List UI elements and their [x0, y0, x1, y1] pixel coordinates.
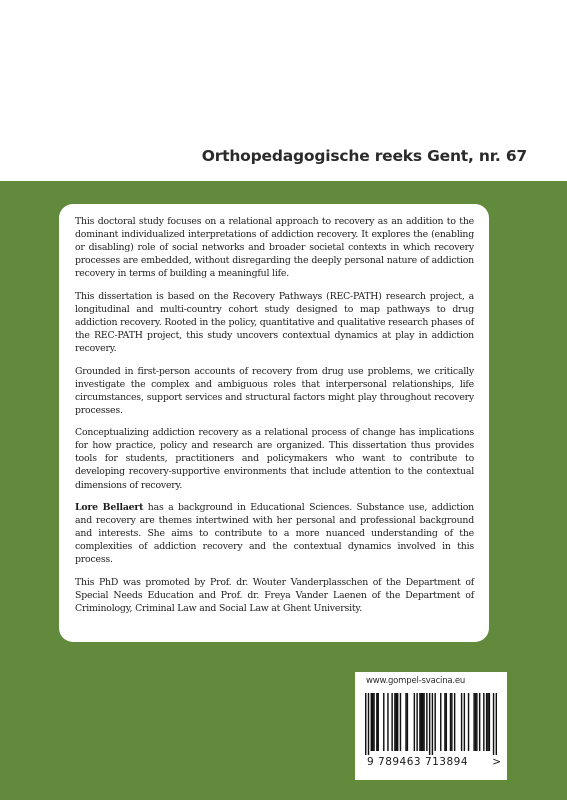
barcode-bar [394, 693, 395, 751]
barcode-bar [407, 693, 408, 751]
barcode-bar [479, 693, 480, 751]
barcode-bar [368, 693, 369, 755]
barcode-bar [446, 693, 447, 751]
series-title: Orthopedagogische reeks Gent, nr. 67 [201, 147, 527, 165]
promoters-paragraph: This PhD was promoted by Prof. dr. Wouter Vanderplasschen of the Department of Special Needs Education and Prof. dr. Freya Vander Laenen of the Department of Criminology, Criminal Law and Social Law at Ghent University. [75, 576, 474, 614]
blurb-paragraph-2: This dissertation is based on the Recovery Pathways (REC-PATH) research project, a longitudinal and multi-country cohort study designed to map pathways to drug addiction recovery. Rooted in the policy, quantitative and qualitative research phases of the REC-PATH project, this study uncovers contextual dynamics at play in addiction recovery. [75, 290, 474, 355]
barcode-bar [473, 693, 474, 751]
blurb-paragraph-1: This doctoral study focuses on a relational approach to recovery as an addition to the dominant individualized interpretations of addiction recovery. It explores the (enabling or disabling) role of social networks and broader societal contexts in which recovery processes are embedded, without disregarding the deeply personal nature of addiction recovery in terms of building a meaningful life. [75, 216, 474, 280]
barcode-bar [434, 693, 435, 751]
barcode-bar [440, 693, 441, 751]
barcode-bar [421, 693, 422, 751]
isbn-digits: 9 789463 713894 [367, 756, 469, 768]
barcode-bar [365, 693, 366, 755]
barcode-bar [397, 693, 398, 751]
barcode-bar [423, 693, 424, 751]
barcode-bar [371, 693, 372, 751]
barcode-bar [454, 693, 455, 751]
publisher-url: www.gompel-svacina.eu [366, 676, 466, 686]
author-bio-text: has a background in Educational Sciences. Substance use, addiction and recovery are themes intertwined with her personal and professional background and interests. She aims to contribute to a more nuanced understanding of the complexities of addiction recovery and the contextual dynamics involved in this process. [75, 501, 474, 566]
barcode-bar [444, 693, 445, 751]
barcode-bar [405, 693, 406, 751]
author-name: Lore Bellaert [75, 501, 144, 513]
barcode-bar [475, 693, 476, 751]
barcode-bar [422, 693, 423, 751]
blurb-paragraph-3: Grounded in first-person accounts of recovery from drug use problems, we critically investigate the complex and ambiguous roles that interpersonal relationships, life circumstances, support services and structural factors might play throughout recovery processes. [75, 365, 474, 416]
barcode-bar [468, 693, 469, 751]
barcode-bar [400, 693, 401, 751]
isbn-barcode [365, 693, 497, 755]
barcode-bar [496, 693, 497, 755]
blurb-paragraph-4: Conceptualizing addiction recovery as a relational process of change has implications for how practice, policy and research are organized. This dissertation thus provides tools for students, practitioners and policymakers who want to contribute to developing recovery-supportive environments that include attention to the contextual dimensions of recovery. [75, 427, 474, 491]
cover-top-band [0, 0, 567, 181]
barcode-bar [493, 693, 494, 755]
barcode-bar [373, 693, 374, 751]
barcode-bar [391, 693, 392, 751]
barcode-bar [372, 693, 373, 751]
barcode-bar [476, 693, 477, 751]
barcode-bar [489, 693, 490, 751]
barcode-bar [483, 693, 484, 751]
barcode-bar [450, 693, 451, 751]
barcode-bar [461, 693, 462, 751]
barcode-bar [376, 693, 377, 751]
barcode-bar [416, 693, 417, 751]
author-bio [75, 501, 474, 566]
barcode-bar [426, 693, 427, 751]
barcode-bar [487, 693, 488, 751]
barcode-bar [464, 693, 465, 751]
barcode-bar [486, 693, 487, 751]
barcode-bar [383, 693, 384, 751]
barcode-bar [419, 693, 420, 751]
barcode-bar [387, 693, 388, 751]
barcode-bar [414, 693, 415, 751]
blurb-panel [59, 204, 489, 642]
barcode-bar [451, 693, 452, 751]
isbn-arrow: > [492, 756, 501, 768]
barcode-bar [432, 693, 433, 755]
barcode-bar [378, 693, 379, 751]
barcode-box [355, 672, 507, 780]
barcode-bar [429, 693, 430, 755]
barcode-bar [396, 693, 397, 751]
